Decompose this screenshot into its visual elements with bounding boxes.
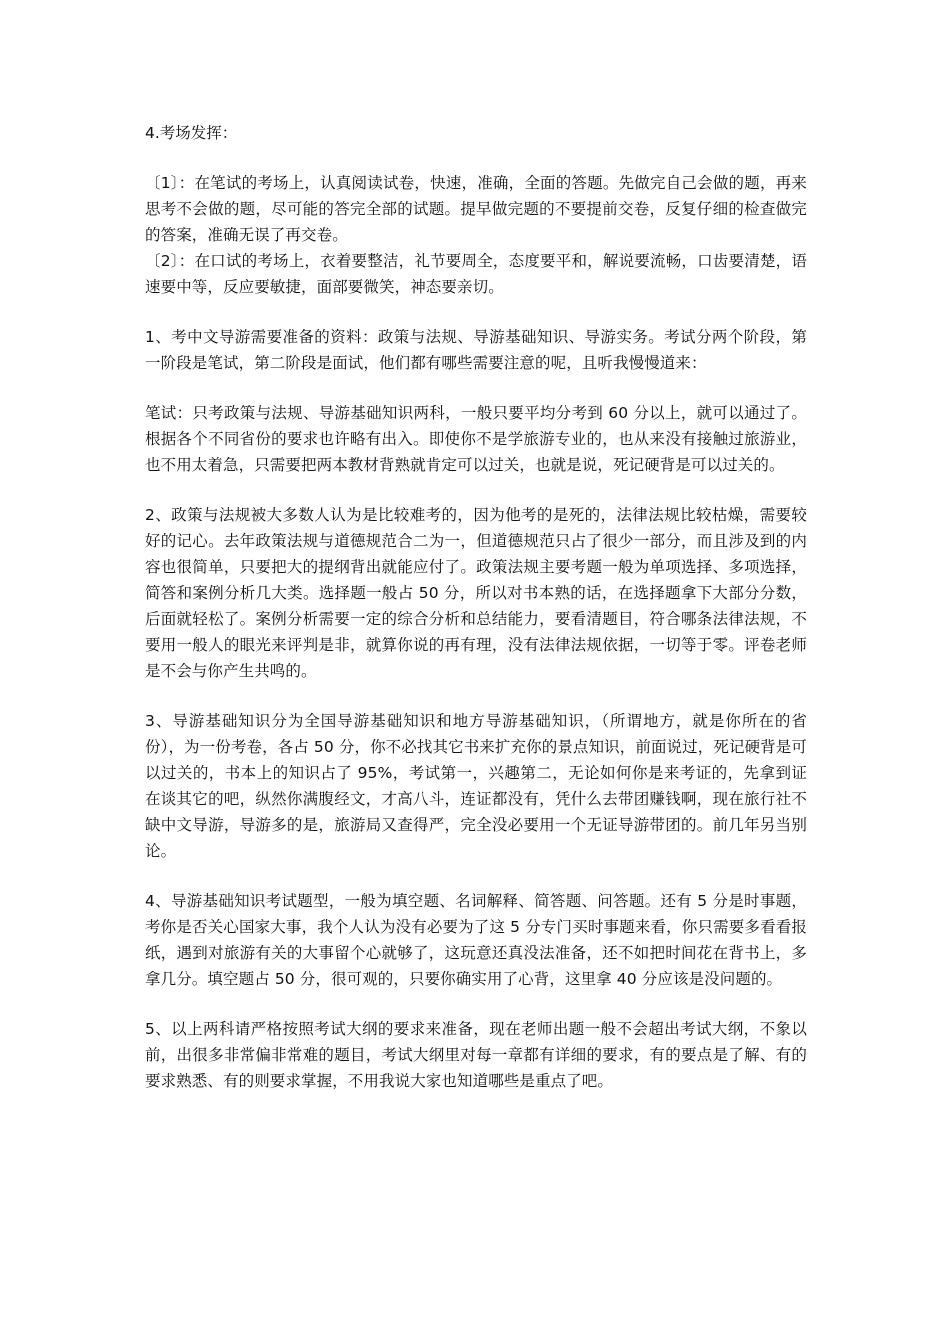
paragraph-written-exam-tips: 〔1〕：在笔试的考场上，认真阅读试卷，快速，准确，全面的答题。先做完自己会做的题，再来思考不会做的题，尽可能的答完全部的试题。提早做完题的不要提前交卷，反复仔细的检查做完的答案，准确无误了再交卷。 [145,174,807,244]
section-heading: 4.考场发挥： [145,124,238,142]
paragraph-1-materials: 1、考中文导游需要准备的资料：政策与法规、导游基础知识、导游实务。考试分两个阶段，第一阶段是笔试，第二阶段是面试，他们都有哪些需要注意的呢，且听我慢慢道来： [145,328,807,372]
paragraph-written-test: 笔试：只考政策与法规、导游基础知识两科，一般只要平均分考到 60 分以上，就可以通过了。根据各个不同省份的要求也许略有出入。即使你不是学旅游专业的，也从来没有接触过旅游业，也不用太着急，只需要把两本教材背熟就肯定可以过关，也就是说，死记硬背是可以过关的。 [145,404,807,474]
paragraph-oral-exam-tips: 〔2〕：在口试的考场上，衣着要整洁，礼节要周全，态度要平和，解说要流畅，口齿要清楚，语速要中等，反应要敏捷，面部要微笑，神态要亲切。 [145,252,807,296]
paragraph-3-basic-knowledge: 3、导游基础知识分为全国导游基础知识和地方导游基础知识，（所谓地方，就是你所在的省份），为一份考卷，各占 50 分，你不必找其它书来扩充你的景点知识，前面说过，死记硬背是可以过关的，书本上的知识占了 95%，考试第一，兴趣第二，无论如何你是来考证的，先拿到证在谈其它的吧，纵然你满腹经文，才高八斗，连证都没有，凭什么去带团赚钱啊，现在旅行社不缺中文导游，导游多的是，旅游局又查得严，完全没必要用一个无证导游带团的。前几年另当别论。 [145,712,807,860]
document-page [145,108,807,1118]
paragraph-2-policy-law: 2、政策与法规被大多数人认为是比较难考的，因为他考的是死的，法律法规比较枯燥，需要较好的记心。去年政策法规与道德规范合二为一，但道德规范只占了很少一部分，而且涉及到的内容也很简单，只要把大的提纲背出就能应付了。政策法规主要考题一般为单项选择、多项选择，简答和案例分析几大类。选择题一般占 50 分，所以对书本熟的话，在选择题拿下大部分分数，后面就轻松了。案例分析需要一定的综合分析和总结能力，要看清题目，符合哪条法律法规，不要用一般人的眼光来评判是非，就算你说的再有理，没有法律法规依据，一切等于零。评卷老师是不会与你产生共鸣的。 [145,506,807,680]
paragraph-4-question-types: 4、导游基础知识考试题型，一般为填空题、名词解释、简答题、问答题。还有 5 分是时事题，考你是否关心国家大事，我个人认为没有必要为了这 5 分专门买时事题来看，你只需要多看看报纸，遇到对旅游有关的大事留个心就够了，这玩意还真没法准备，还不如把时间花在背书上，多拿几分。填空题占 50 分，很可观的，只要你确实用了心背，这里拿 40 分应该是没问题的。 [145,892,807,988]
paragraph-5-syllabus: 5、以上两科请严格按照考试大纲的要求来准备，现在老师出题一般不会超出考试大纲，不象以前，出很多非常偏非常难的题目，考试大纲里对每一章都有详细的要求，有的要点是了解、有的要求熟悉、有的则要求掌握，不用我说大家也知道哪些是重点了吧。 [145,1020,807,1090]
